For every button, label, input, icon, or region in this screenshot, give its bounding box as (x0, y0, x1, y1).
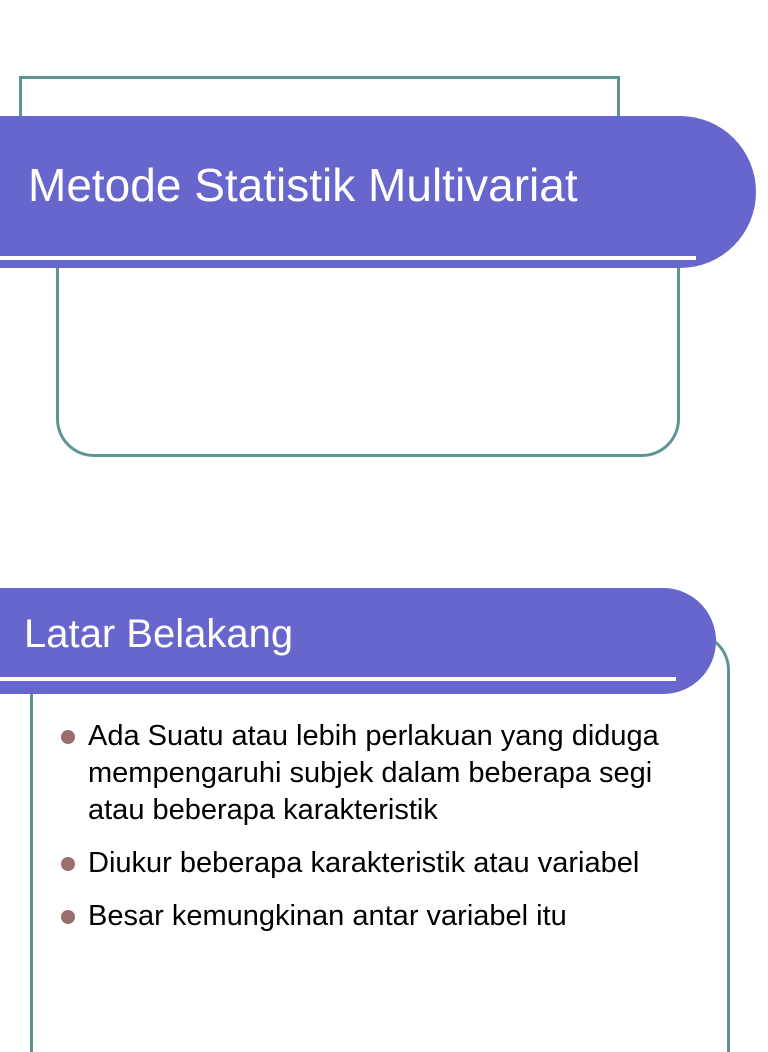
bullet-text: Ada Suatu atau lebih perlakuan yang diduga mempengaruhi subjek dalam beberapa segi atau beberapa karakteristik (88, 720, 659, 826)
bullet-item (58, 898, 668, 935)
bullet-dot-icon (61, 910, 75, 924)
section-title: Latar Belakang (24, 612, 294, 656)
section-divider (0, 677, 676, 681)
slide-frame-bottom (56, 250, 680, 457)
slide-title (0, 0, 768, 512)
bullet-dot-icon (61, 730, 75, 744)
bullet-text: Diukur beberapa karakteristik atau variabel (88, 847, 640, 879)
slide-title-text: Metode Statistik Multivariat (28, 159, 578, 211)
bullet-text: Besar kemungkinan antar variabel itu (88, 900, 567, 932)
bullet-item (58, 718, 668, 829)
bullet-list (58, 718, 668, 951)
title-divider (0, 256, 696, 260)
bullet-dot-icon (61, 857, 75, 871)
slide-background (0, 512, 768, 1024)
bullet-item (58, 845, 668, 882)
